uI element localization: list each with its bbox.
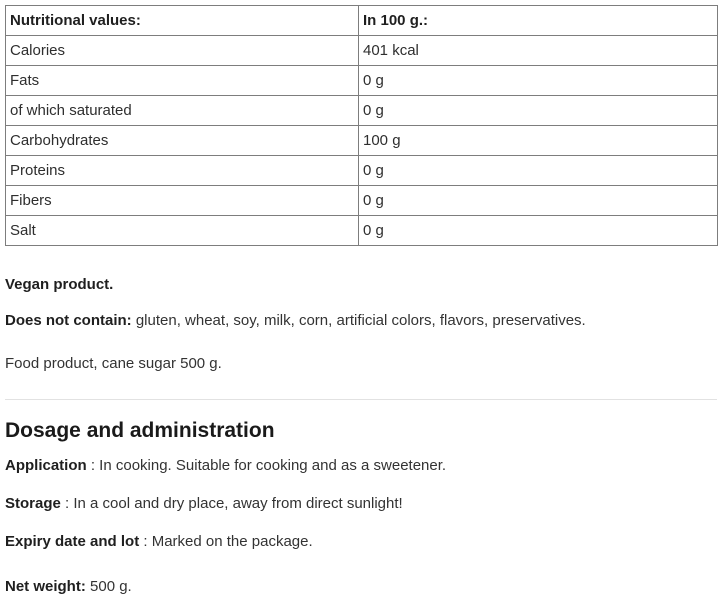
storage-line: [5, 495, 717, 512]
food-product-note: Food product, cane sugar 500 g.: [5, 355, 222, 372]
storage-label: Storage: [5, 495, 61, 512]
table-row: [6, 156, 718, 186]
nutrient-label: Salt: [6, 216, 359, 246]
expiry-text: : Marked on the package.: [139, 533, 313, 550]
net-weight-text: 500 g.: [85, 578, 132, 595]
does-not-contain-label: Does not contain:: [5, 312, 132, 329]
net-weight-label: Net weight:: [5, 578, 86, 595]
nutrient-value: 0 g: [359, 216, 718, 246]
nutrient-value: 0 g: [359, 156, 718, 186]
nutrient-label: Proteins: [6, 156, 359, 186]
application-text: : In cooking. Suitable for cooking and as a sweetener.: [86, 457, 447, 474]
nutrient-label: Calories: [6, 36, 359, 66]
nutrient-value: 0 g: [359, 186, 718, 216]
table-header-row: [6, 6, 718, 36]
vegan-note: Vegan product.: [5, 276, 114, 293]
section-divider: [5, 399, 717, 400]
table-row: [6, 36, 718, 66]
table-header-nutrient: Nutritional values:: [6, 6, 359, 36]
does-not-contain-note: [5, 312, 717, 329]
nutrient-value: 100 g: [359, 126, 718, 156]
dosage-heading: Dosage and administration: [5, 419, 275, 442]
table-row: [6, 96, 718, 126]
nutrient-label: of which saturated: [6, 96, 359, 126]
application-line: [5, 457, 717, 474]
nutrition-table: [5, 5, 718, 246]
storage-text: : In a cool and dry place, away from direct sunlight!: [60, 495, 403, 512]
application-label: Application: [5, 457, 87, 474]
nutrient-value: 0 g: [359, 66, 718, 96]
nutrient-value: 401 kcal: [359, 36, 718, 66]
expiry-line: [5, 533, 717, 550]
expiry-label: Expiry date and lot: [5, 533, 140, 550]
nutrient-label: Fats: [6, 66, 359, 96]
nutrient-label: Fibers: [6, 186, 359, 216]
table-row: [6, 186, 718, 216]
table-row: [6, 126, 718, 156]
table-row: [6, 66, 718, 96]
net-weight-line: [5, 578, 717, 595]
table-header-amount: In 100 g.:: [359, 6, 718, 36]
nutrient-label: Carbohydrates: [6, 126, 359, 156]
nutrient-value: 0 g: [359, 96, 718, 126]
does-not-contain-text: gluten, wheat, soy, milk, corn, artificial colors, flavors, preservatives.: [131, 312, 586, 329]
table-row: [6, 216, 718, 246]
